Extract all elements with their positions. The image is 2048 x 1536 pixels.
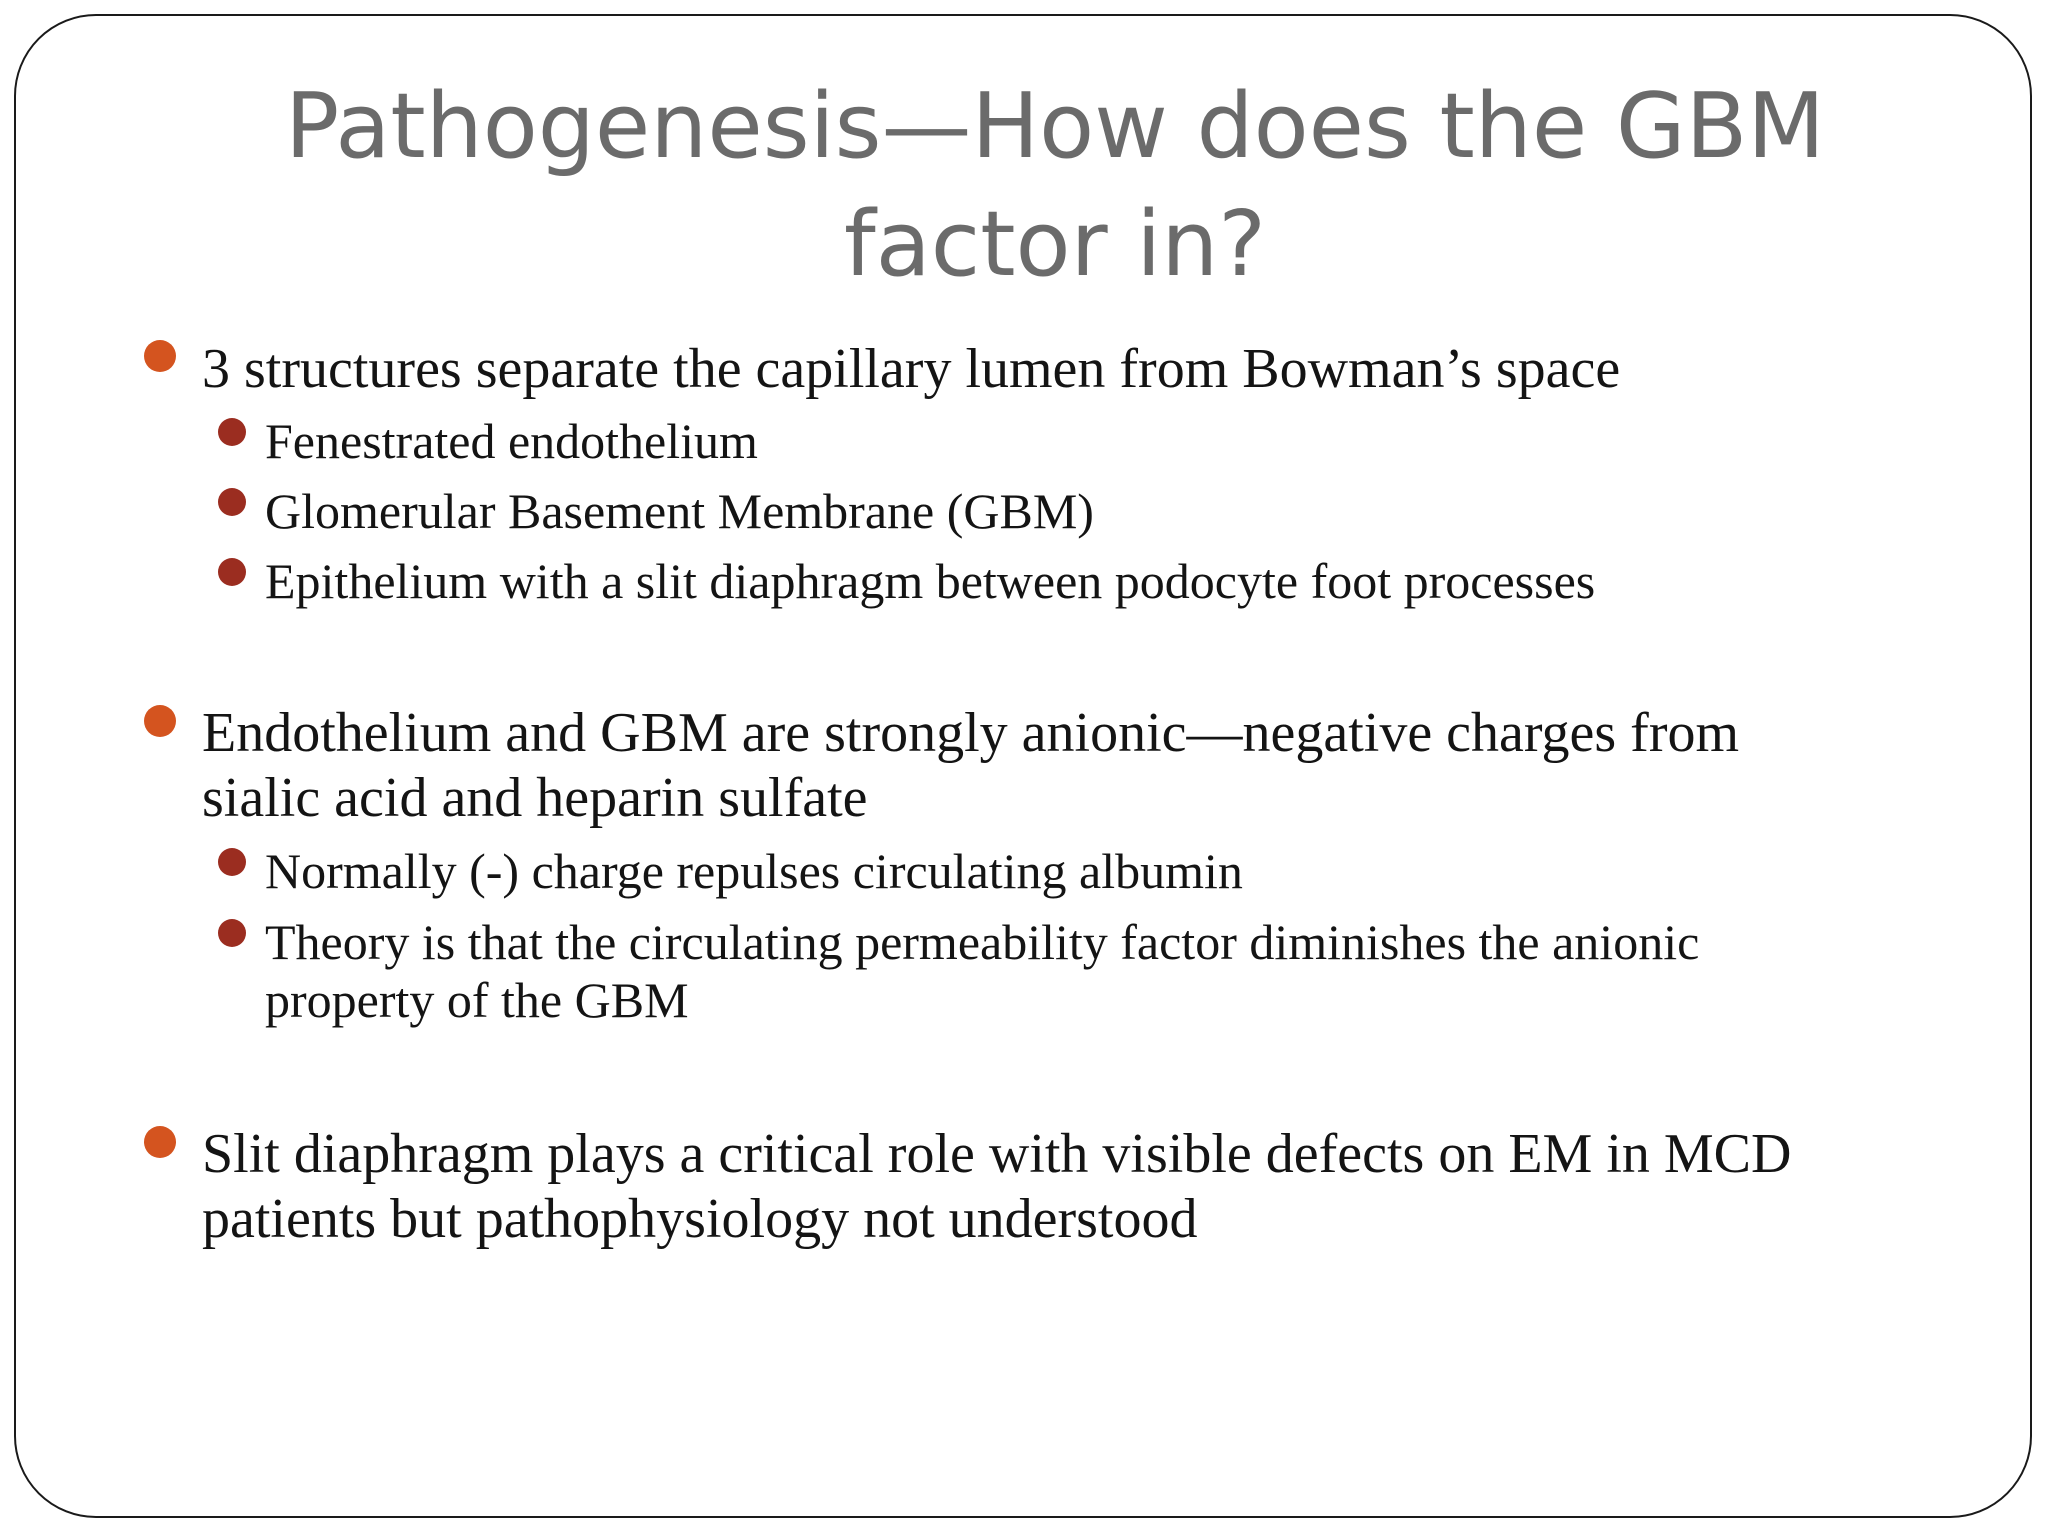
title-line-1: Pathogenesis—How does the GBM <box>285 74 1825 179</box>
sub-bullet-1-3 <box>265 552 1595 610</box>
slide-title <box>180 68 1930 304</box>
sub-bullet-dot-icon <box>218 418 246 446</box>
bullet-1 <box>202 337 1620 402</box>
bullet-3-line-2: patients but pathophysiology not understood <box>202 1188 1198 1250</box>
sub-bullet-dot-icon <box>218 919 246 947</box>
sub-bullet-2-2-line-1: Theory is that the circulating permeability factor diminishes the anionic <box>265 914 1700 970</box>
sub-bullet-dot-icon <box>218 848 246 876</box>
sub-bullet-2-1 <box>265 842 1243 900</box>
sub-bullet-dot-icon <box>218 488 246 516</box>
bullet-dot-icon <box>144 340 176 372</box>
sub-bullet-2-2 <box>265 913 1699 1029</box>
sub-bullet-dot-icon <box>218 558 246 586</box>
bullet-2 <box>202 701 1739 831</box>
sub-bullet-1-1 <box>265 412 758 470</box>
bullet-dot-icon <box>144 705 176 737</box>
sub-bullet-2-2-line-2: property of the GBM <box>265 972 689 1028</box>
bullet-3-line-1: Slit diaphragm plays a critical role with visible defects on EM in MCD <box>202 1123 1792 1185</box>
sub-bullet-1-2-text: Glomerular Basement Membrane (GBM) <box>265 483 1094 539</box>
bullet-1-line-1: 3 structures separate the capillary lumen from Bowman’s space <box>202 338 1621 400</box>
bullet-3 <box>202 1122 1791 1252</box>
sub-bullet-1-1-text: Fenestrated endothelium <box>265 413 758 469</box>
title-line-2: factor in? <box>843 192 1267 297</box>
sub-bullet-2-1-text: Normally (-) charge repulses circulating albumin <box>265 843 1243 899</box>
sub-bullet-1-3-text: Epithelium with a slit diaphragm between podocyte foot processes <box>265 553 1596 609</box>
bullet-2-line-2: sialic acid and heparin sulfate <box>202 767 868 829</box>
bullet-2-line-1: Endothelium and GBM are strongly anionic—negative charges from <box>202 702 1740 764</box>
sub-bullet-1-2 <box>265 482 1094 540</box>
bullet-dot-icon <box>144 1126 176 1158</box>
